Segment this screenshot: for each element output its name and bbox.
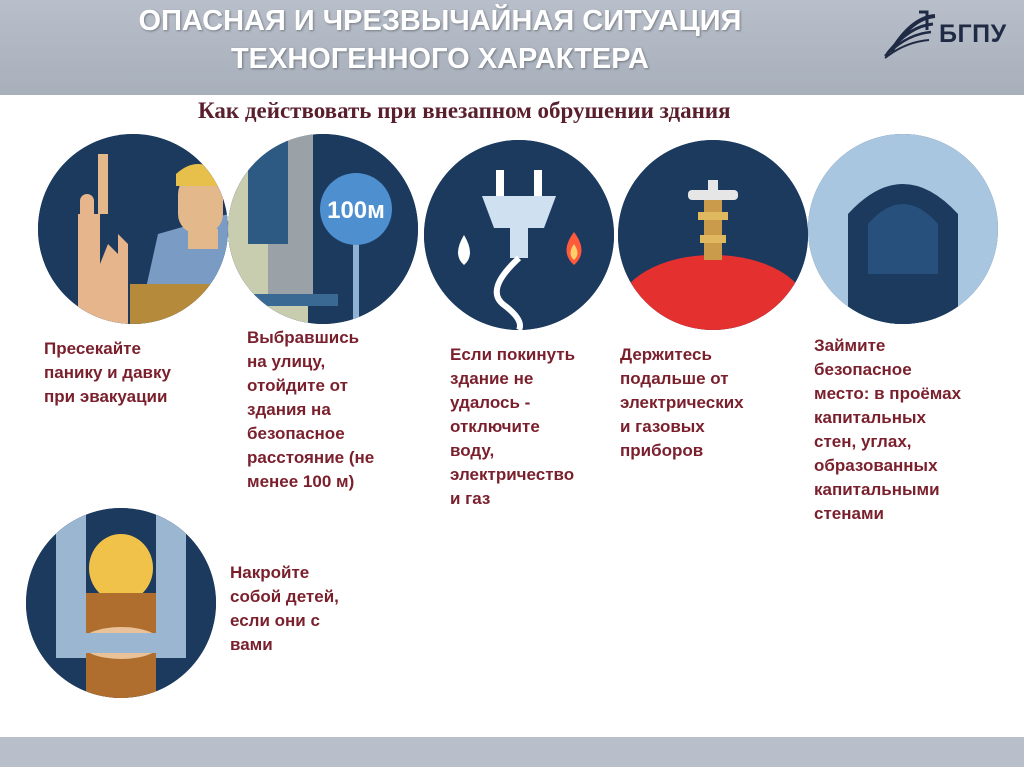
tip-3-illustration (424, 140, 614, 330)
university-logo (883, 8, 1011, 70)
tip-5-illustration (808, 134, 998, 324)
university-logo-icon (883, 8, 939, 70)
subtitle: Как действовать при внезапном обрушении здания (198, 98, 731, 123)
tip-5-caption: Займите безопасное место: в проёмах капитальных стен, углах, образованных капитальными стенами (814, 336, 962, 523)
tip-2-illustration (228, 134, 418, 324)
page-title (60, 2, 820, 78)
doorway-arch-icon (808, 134, 998, 324)
hand-stop-icon (38, 134, 228, 324)
tip-2-caption: Выбравшись на улицу, отойдите от здания на безопасное расстояние (не менее 100 м) (247, 328, 375, 491)
tip-1-illustration (38, 134, 228, 324)
distance-sign-icon (228, 134, 418, 324)
header-bar (0, 0, 1024, 95)
gas-cylinder-icon (618, 140, 808, 330)
tip-4-illustration (618, 140, 808, 330)
title-line-2: ТЕХНОГЕННОГО ХАРАКТЕРА (230, 43, 650, 75)
tip-3-caption: Если покинуть здание не удалось - отключите воду, электричество и газ (450, 345, 576, 508)
tip-4-caption: Держитесь подальше от электрических и газовых приборов (620, 345, 744, 460)
tip-6-caption: Накройте собой детей, если они с вами (230, 563, 339, 654)
protect-child-icon (26, 508, 216, 698)
tip-1-caption: Пресекайте панику и давку при эвакуации (44, 339, 171, 406)
distance-sign-label: 100м (327, 197, 385, 224)
title-line-1: ОПАСНАЯ И ЧРЕЗВЫЧАЙНАЯ СИТУАЦИЯ (138, 5, 742, 37)
tip-6-illustration (26, 508, 216, 698)
footer-bar (0, 737, 1024, 767)
plug-water-fire-icon (424, 140, 614, 330)
logo-text: БГПУ (939, 20, 1007, 48)
